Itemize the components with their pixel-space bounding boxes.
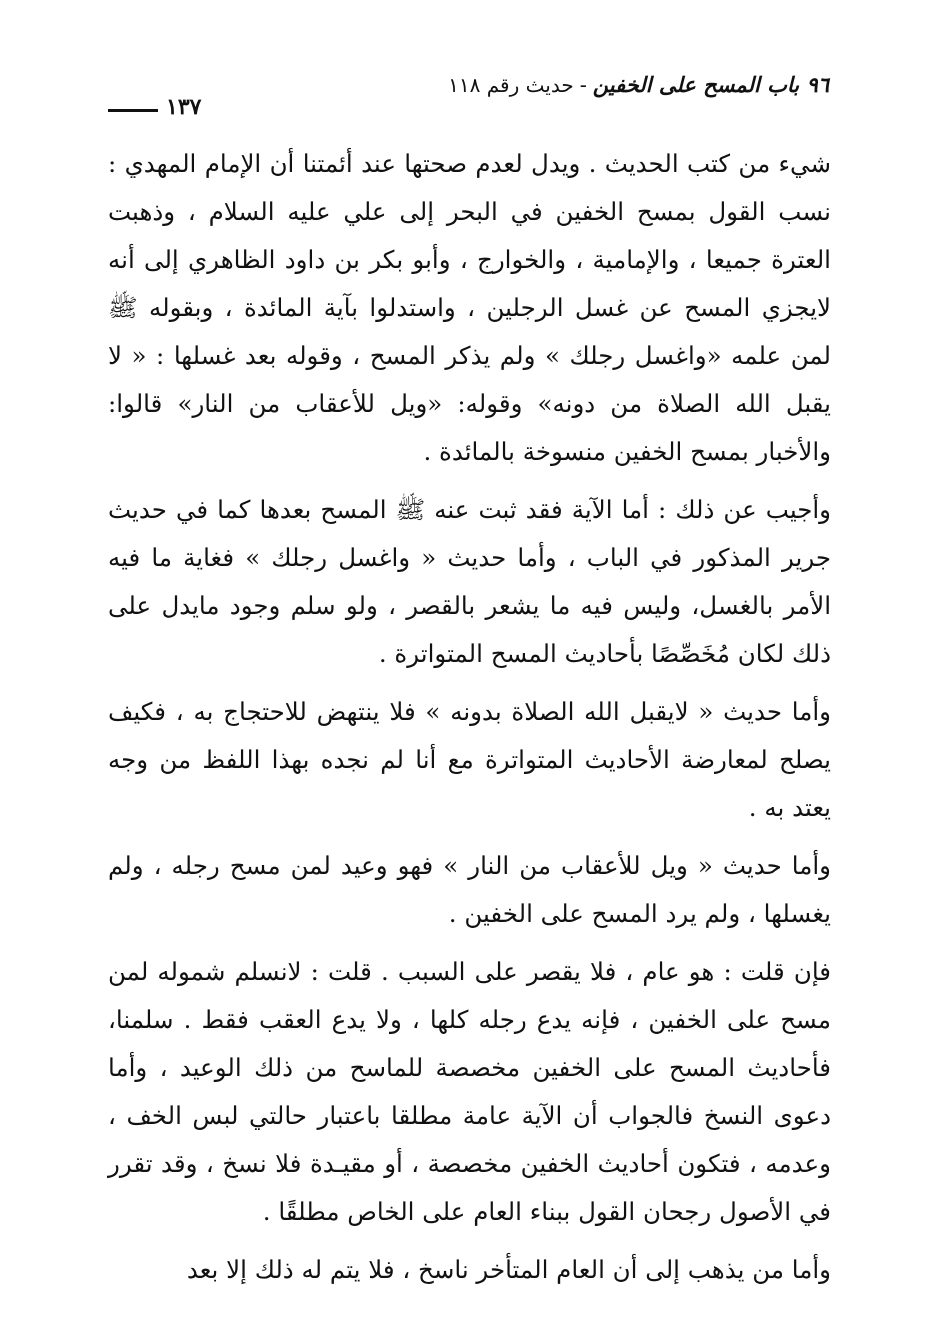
page-number: ١٣٧ xyxy=(166,94,202,120)
hadith-number: حديث رقم ١١٨ xyxy=(448,73,574,97)
paragraph-3: وأما حديث « لايقبل الله الصلاة بدونه » فلا ينتهض للاحتجاج به ، فكيف يصلح لمعارضة الأحاديث المتواترة مع أنا لم نجده بهذا اللفظ من وجه يعتد به . xyxy=(108,697,831,822)
page-number-block xyxy=(108,94,308,124)
body-text xyxy=(108,140,831,1304)
paragraph-6: وأما من يذهب إلى أن العام المتأخر ناسخ ، فلا يتم له ذلك إلا بعد xyxy=(186,1255,831,1284)
paragraph-1: شيء من كتب الحديث . ويدل لعدم صحتها عند أئمتنا أن الإمام المهدي : نسب القول بمسح الخفين في البحر إلى علي عليه السلام ، وذهبت العترة جميعا ، والإمامية ، والخوارج ، وأبو بكر بن داود الظاهري إلى أنه لايجزي المسح عن غسل الرجلين ، واستدلوا بآية المائدة ، وبقوله ﷺ لمن علمه «واغسل رجلك » ولم يذكر المسح ، وقوله بعد غسلها : « لا يقبل الله الصلاة من دونه» وقوله: «ويل للأعقاب من النار» قالوا: والأخبار بمسح الخفين منسوخة بالمائدة . xyxy=(108,149,831,466)
header-title-line xyxy=(448,72,829,97)
paragraph-2: وأجيب عن ذلك : أما الآية فقد ثبت عنه ﷺ المسح بعدها كما في حديث جرير المذكور في الباب ، وأما حديث « واغسل رجلك » فغاية ما فيه الأمر بالغسل، وليس فيه ما يشعر بالقصر ، ولو سلم وجود مايدل على ذلك لكان مُخَصِّصًا بأحاديث المسح المتواترة . xyxy=(108,495,831,668)
paragraph-5: فإن قلت : هو عام ، فلا يقصر على السبب . قلت : لانسلم شموله لمن مسح على الخفين ، فإنه يدع رجله كلها ، ولا يدع العقب فقط . سلمنا، فأحاديث المسح على الخفين مخصصة للماسح من ذلك الوعيد ، وأما دعوى النسخ فالجواب أن الآية عامة مطلقا باعتبار حالتي لبس الخف ، وعدمه ، فتكون أحاديث الخفين مخصصة ، أو مقيـدة فلا نسخ ، وقد تقرر في الأصول رجحان القول ببناء العام على الخاص مطلقًا . xyxy=(108,957,831,1226)
chapter-title: ٩٦ باب المسح على الخفين xyxy=(592,72,829,97)
header-separator: - xyxy=(579,73,587,97)
paragraph-4: وأما حديث « ويل للأعقاب من النار » فهو وعيد لمن مسح رجله ، ولم يغسلها ، ولم يرد المسح على الخفين . xyxy=(108,851,831,928)
header-rule xyxy=(108,109,158,112)
